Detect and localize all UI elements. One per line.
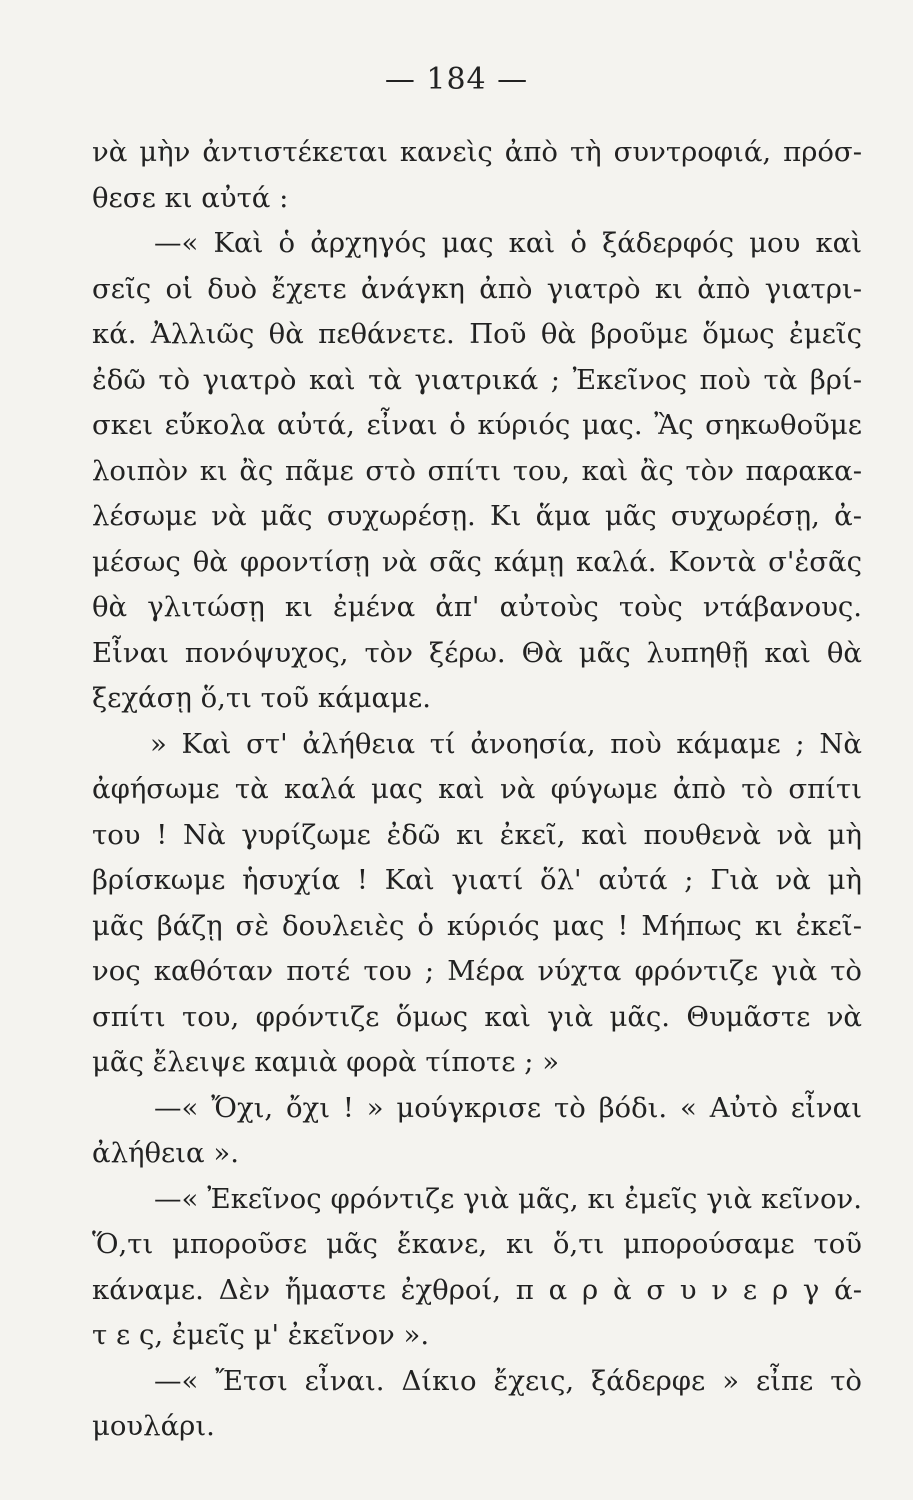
text-line: —« Καὶ ὁ ἀρχηγός μας καὶ ὁ ξάδερφός μου καὶ (154, 227, 862, 259)
page-number: — 184 — (384, 62, 529, 97)
text-line: τ ε ς, ἐμεῖς μ' ἐκεῖνον ». (92, 1319, 430, 1351)
text-line: μουλάρι. (92, 1410, 215, 1442)
text-line: μέσως θὰ φροντίσῃ νὰ σᾶς κάμῃ καλά. Κοντὰ σ'ἐσᾶς (92, 545, 862, 578)
text-line: βρίσκωμε ἡσυχία ! Καὶ γιατί ὅλ' αὐτά ; Γιὰ νὰ μὴ (92, 864, 862, 896)
text-line: λοιπὸν κι ἂς πᾶμε στὸ σπίτι του, καὶ ἂς τὸν παρακα- (92, 454, 862, 487)
text-line: μᾶς ἔλειψε καμιὰ φορὰ τίποτε ; » (92, 1046, 560, 1078)
text-line: νὰ μὴν ἀντιστέκεται κανεὶς ἀπὸ τὴ συντροφιά, πρόσ- (92, 136, 862, 168)
text-line: ἐδῶ τὸ γιατρὸ καὶ τὰ γιατρικά ; Ἐκεῖνος ποὺ τὰ βρί- (92, 363, 862, 396)
text-line: —« Ἐκεῖνος φρόντιζε γιὰ μᾶς, κι ἐμεῖς γιὰ κεῖνον. (154, 1182, 862, 1215)
text-line: Ὅ,τι μποροῦσε μᾶς ἔκανε, κι ὅ,τι μπορούσαμε τοῦ (92, 1228, 862, 1260)
text-line: ἀλήθεια ». (92, 1137, 239, 1169)
text-line: —« Ἔτσι εἶναι. Δίκιο ἔχεις, ξάδερφε » εἶπε τὸ (154, 1364, 862, 1397)
text-line: νος καθόταν ποτέ του ; Μέρα νύχτα φρόντιζε γιὰ τὸ (92, 955, 862, 987)
text-line: κά. Ἀλλιῶς θὰ πεθάνετε. Ποῦ θὰ βροῦμε ὅμως ἐμεῖς (92, 318, 862, 350)
text-line: κάναμε. Δὲν ἤμαστε ἐχθροί, π α ρ ὰ σ υ ν ε ρ γ ά- (92, 1273, 862, 1306)
text-line: ἀφήσωμε τὰ καλά μας καὶ νὰ φύγωμε ἀπὸ τὸ σπίτι (92, 773, 862, 805)
text-line: Εἶναι πονόψυχος, τὸν ξέρω. Θὰ μᾶς λυπηθῇ καὶ θὰ (92, 636, 862, 669)
text-line: μᾶς βάζῃ σὲ δουλειὲς ὁ κύριός μας ! Μήπως κι ἐκεῖ- (92, 909, 862, 942)
text-line: —« Ὄχι, ὄχι ! » μούγκρισε τὸ βόδι. « Αὐτὸ εἶναι (154, 1091, 862, 1124)
text-line: » Καὶ στ' ἀλήθεια τί ἀνοησία, ποὺ κάμαμε ; Νὰ (150, 727, 862, 760)
text-line: σπίτι του, φρόντιζε ὅμως καὶ γιὰ μᾶς. Θυμᾶστε νὰ (92, 1000, 862, 1033)
text-line: σεῖς οἱ δυὸ ἔχετε ἀνάγκη ἀπὸ γιατρὸ κι ἀπὸ γιατρι- (92, 272, 862, 305)
text-line: λέσωμε νὰ μᾶς συχωρέσῃ. Κι ἅμα μᾶς συχωρέσῃ, ἀ- (92, 500, 862, 532)
text-line: θὰ γλιτώσῃ κι ἐμένα ἀπ' αὐτοὺς τοὺς ντάβανους. (92, 591, 862, 623)
text-line: ξεχάσῃ ὅ,τι τοῦ κάμαμε. (92, 682, 431, 714)
text-line: του ! Νὰ γυρίζωμε ἐδῶ κι ἐκεῖ, καὶ πουθενὰ νὰ μὴ (92, 818, 862, 851)
text-line: θεσε κι αὐτά : (92, 181, 289, 214)
body-text (92, 130, 862, 1450)
text-line: σκει εὔκολα αὐτά, εἶναι ὁ κύριός μας. Ἂς σηκωθοῦμε (92, 409, 862, 441)
